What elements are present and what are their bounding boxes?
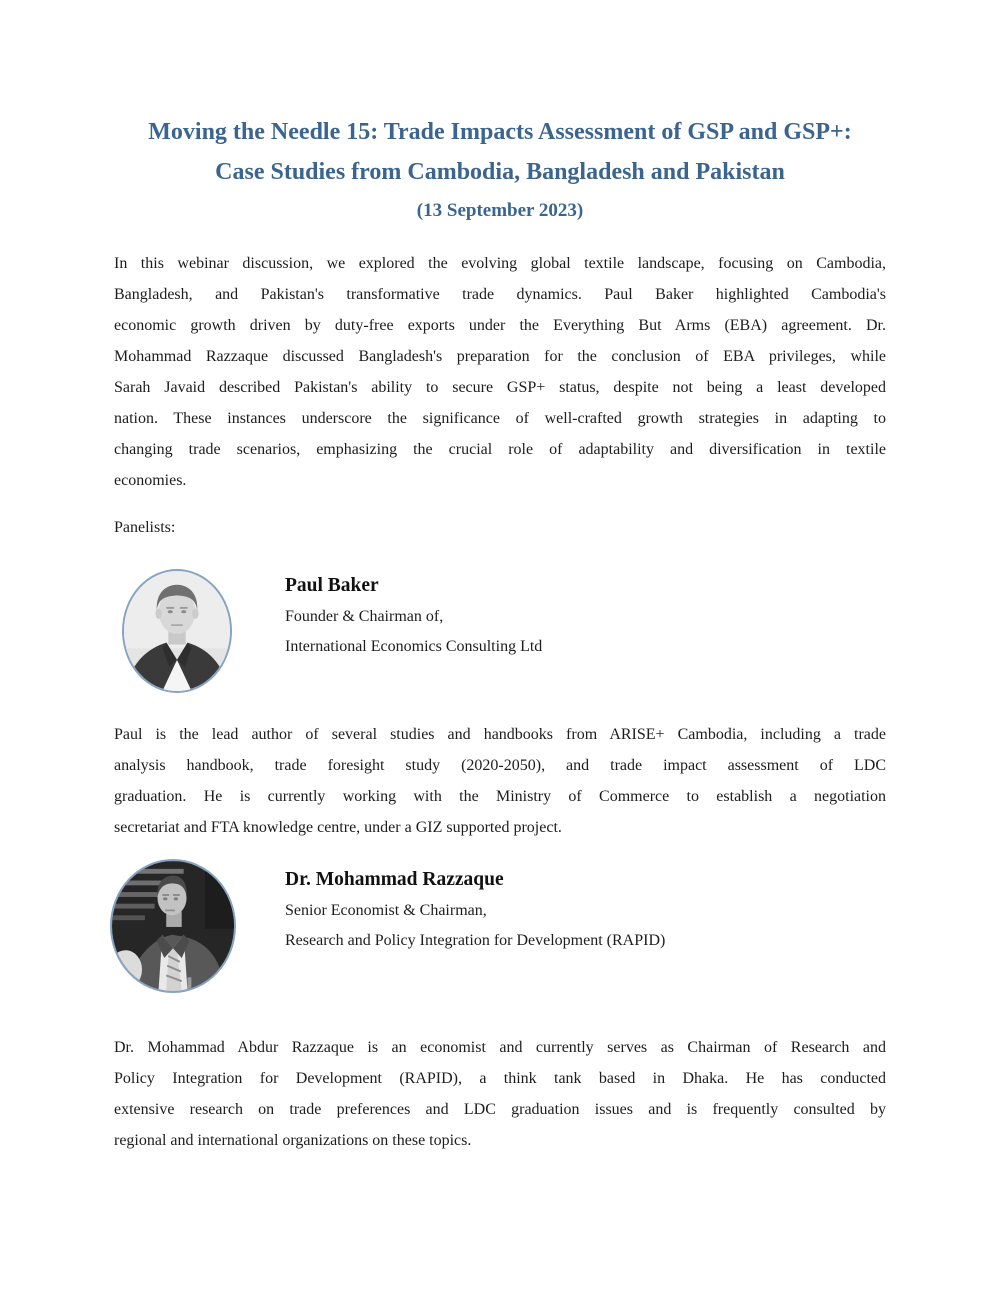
intro-line: economies. (114, 472, 187, 489)
panelist-org: International Economics Consulting Ltd (285, 638, 543, 655)
mohammad-razzaque-bio (114, 1032, 886, 1156)
panelist-role: Senior Economist & Chairman, (285, 902, 487, 919)
bio-line: Policy Integration for Development (RAPID), a think tank based in Dhaka. He has conducted (114, 1070, 886, 1087)
intro-line: economic growth driven by duty-free exports under the Everything But Arms (EBA) agreement. Dr. (114, 317, 886, 334)
bio-line: Paul is the lead author of several studies and handbooks from ARISE+ Cambodia, including a trade (114, 726, 886, 743)
panelist-org: Research and Policy Integration for Development (RAPID) (285, 932, 666, 949)
page-title-date: (13 September 2023) (416, 200, 584, 221)
paul-baker-photo (122, 569, 232, 693)
panelists-label: Panelists: (114, 519, 176, 536)
paul-baker-bio (114, 719, 886, 843)
bio-line: secretariat and FTA knowledge centre, under a GIZ supported project. (114, 819, 562, 836)
intro-line: Mohammad Razzaque discussed Bangladesh's preparation for the conclusion of EBA privileges, while (114, 348, 886, 365)
intro-line: In this webinar discussion, we explored the evolving global textile landscape, focusing on Cambodia, (114, 255, 886, 272)
panelist-name: Paul Baker (285, 575, 379, 596)
paul-baker-info (285, 570, 542, 662)
mohammad-razzaque-photo (110, 859, 236, 993)
mohammad-razzaque-portrait-graphic (112, 861, 234, 991)
page-title-line2: Case Studies from Cambodia, Bangladesh and Pakistan (215, 159, 785, 185)
intro-line: Sarah Javaid described Pakistan's ability to secure GSP+ status, despite not being a least developed (114, 379, 886, 396)
page-title-line1: Moving the Needle 15: Trade Impacts Assessment of GSP and GSP+: (148, 119, 852, 145)
panelist-name: Dr. Mohammad Razzaque (285, 869, 504, 890)
intro-line: changing trade scenarios, emphasizing the crucial role of adaptability and diversification in textile (114, 441, 886, 458)
panelist-role: Founder & Chairman of, (285, 608, 444, 625)
intro-line: nation. These instances underscore the significance of well-crafted growth strategies in adapting to (114, 410, 886, 427)
bio-line: extensive research on trade preferences and LDC graduation issues and is frequently consulted by (114, 1101, 886, 1118)
intro-line: Bangladesh, and Pakistan's transformative trade dynamics. Paul Baker highlighted Cambodia's (114, 286, 886, 303)
mohammad-razzaque-info (285, 864, 665, 956)
bio-line: regional and international organizations on these topics. (114, 1132, 472, 1149)
bio-line: analysis handbook, trade foresight study (2020-2050), and trade impact assessment of LDC (114, 757, 886, 774)
bio-line: Dr. Mohammad Abdur Razzaque is an economist and currently serves as Chairman of Research and (114, 1039, 886, 1056)
page-title (0, 112, 1000, 192)
intro-paragraph (114, 248, 886, 496)
bio-line: graduation. He is currently working with the Ministry of Commerce to establish a negotiation (114, 788, 886, 805)
paul-baker-portrait-graphic (124, 571, 230, 691)
